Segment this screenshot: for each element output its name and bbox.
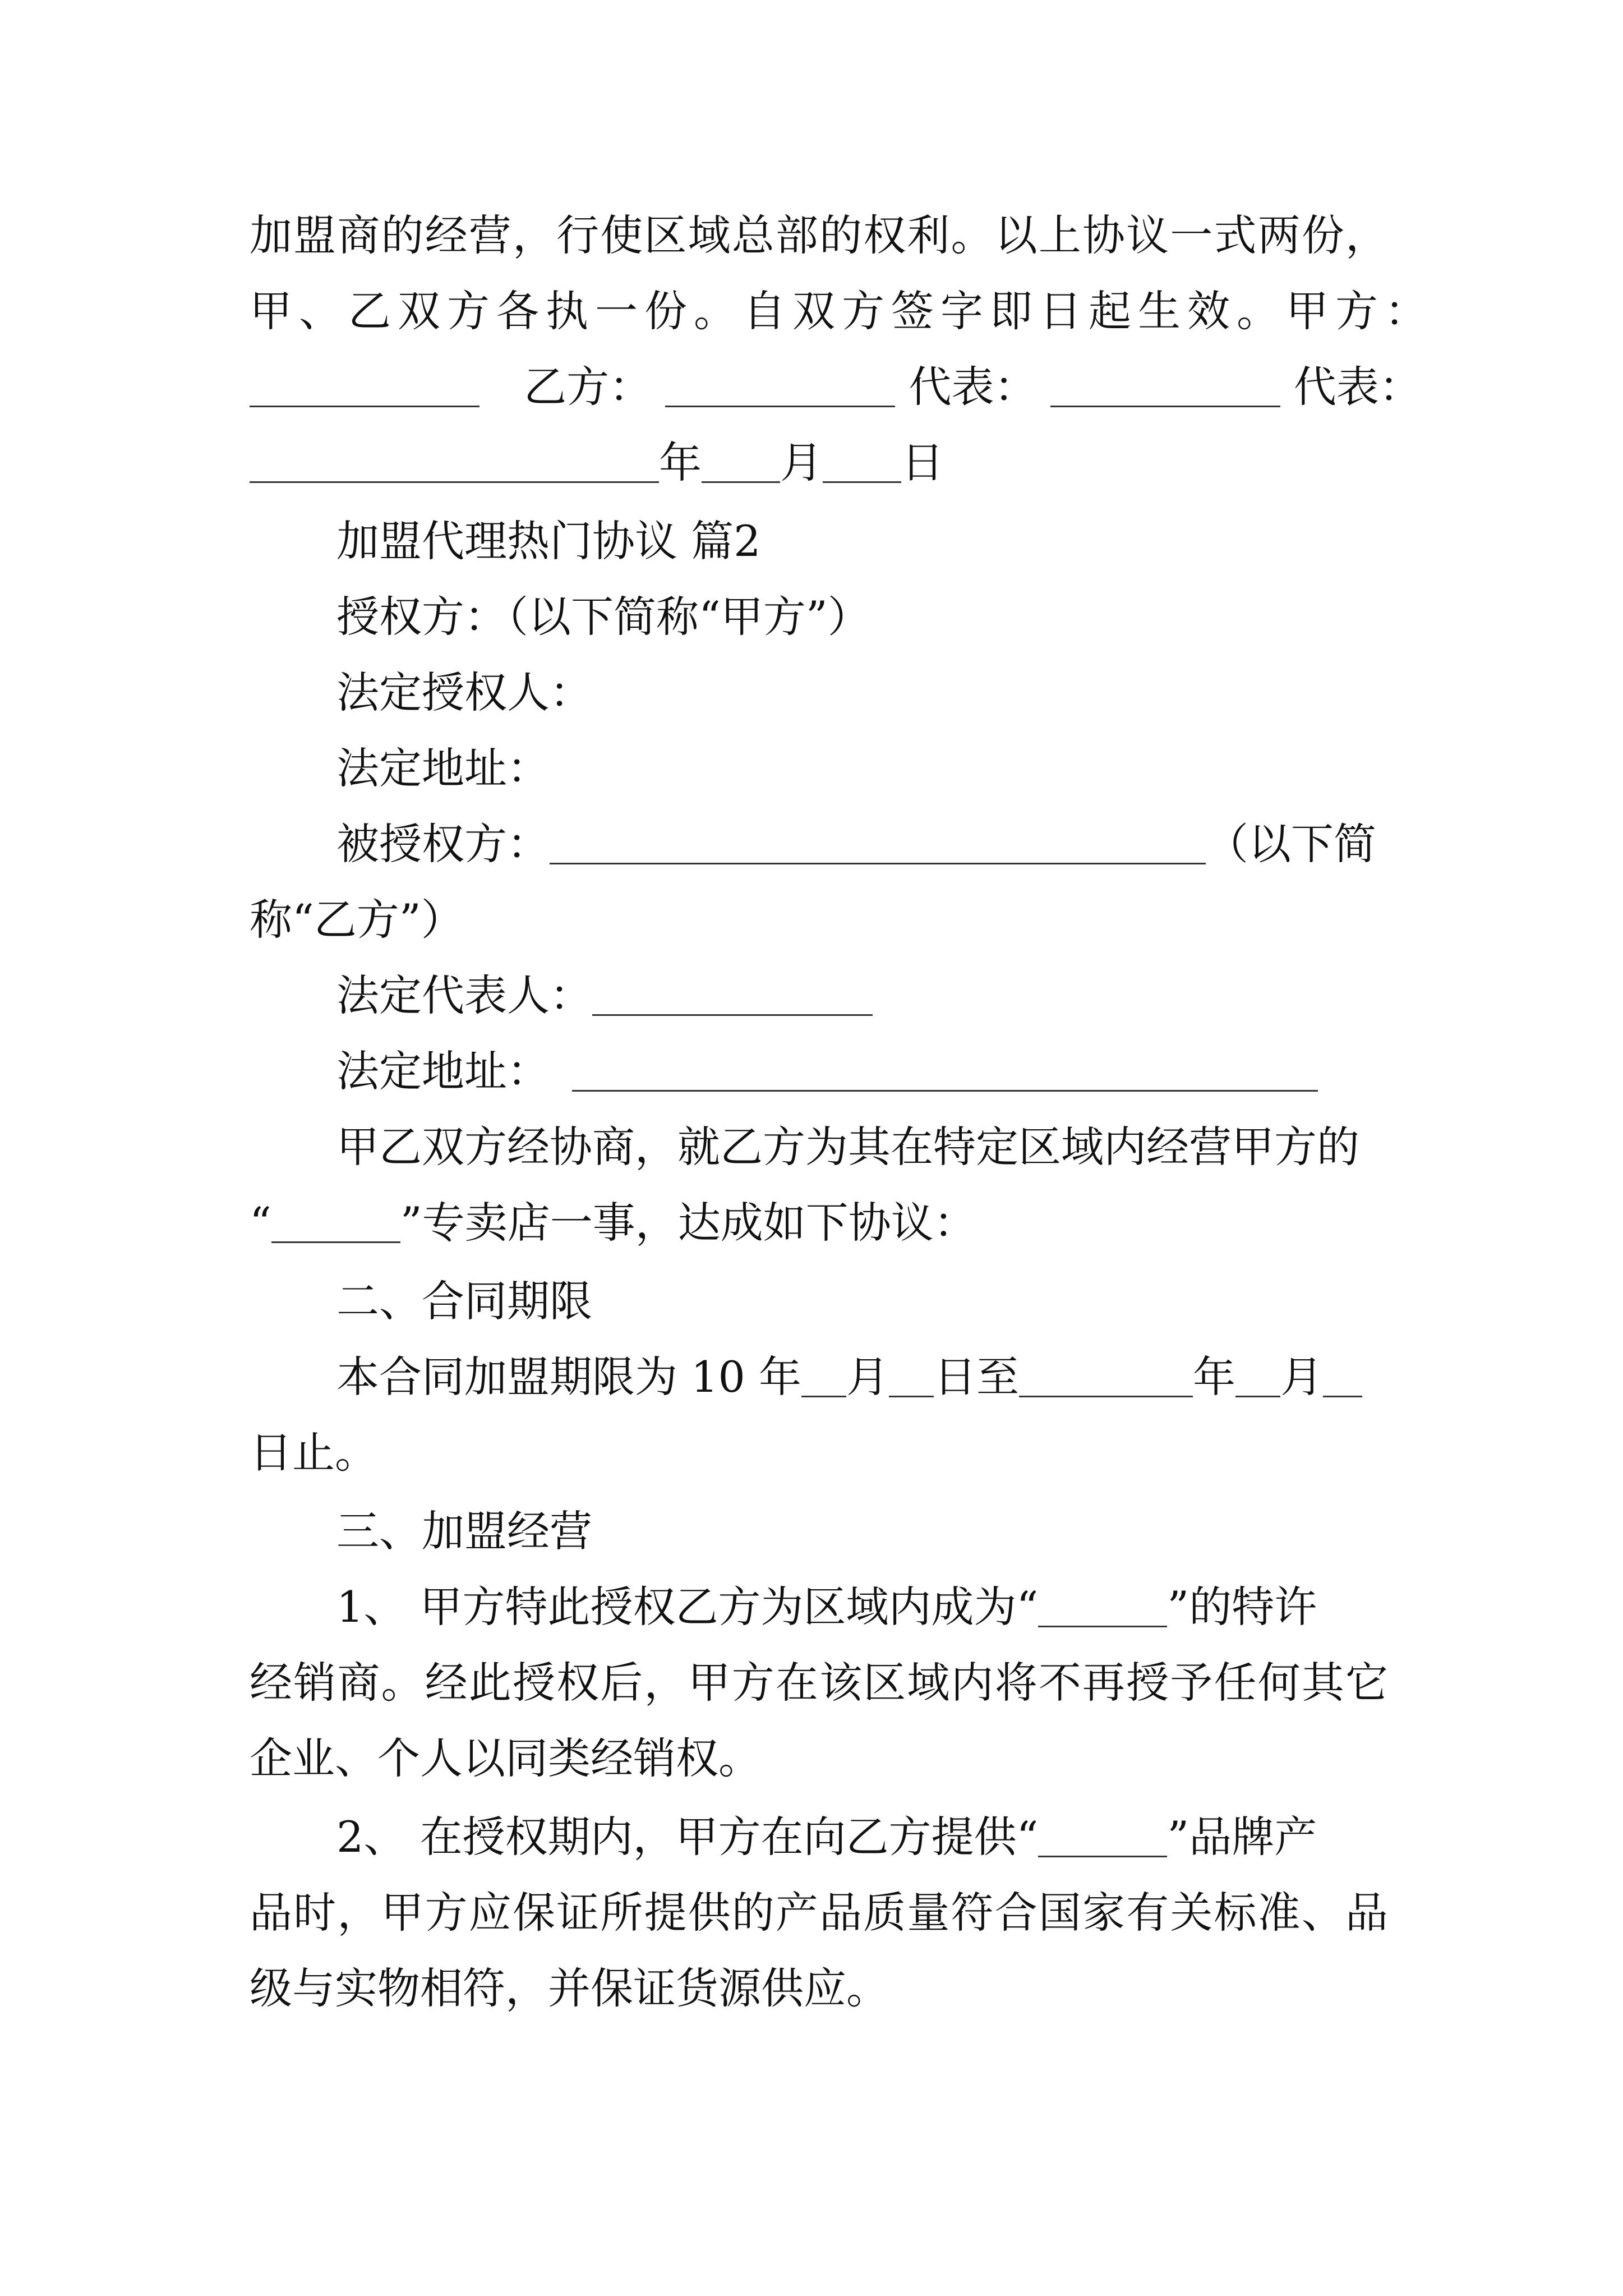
month-label: 月 <box>846 1352 889 1402</box>
blank-field <box>889 1356 934 1397</box>
blank-field <box>1323 1356 1362 1397</box>
blank-field <box>823 442 901 483</box>
text-fragment: 1、 甲方特此授权乙方为区域内成为“ <box>336 1582 1039 1632</box>
text-line: 甲乙双方经协商，就乙方为其在特定区域内经营甲方的 <box>336 1122 1359 1172</box>
term-line <box>336 1346 1362 1408</box>
blank-field <box>250 442 659 483</box>
rep-label: 法定代表人： <box>336 970 592 1020</box>
grantee-label: 被授权方： <box>336 819 550 869</box>
text-line <box>250 1192 976 1254</box>
year-label: 年 <box>659 438 702 487</box>
text-line: 法定授权人： <box>336 668 592 717</box>
blank-field <box>801 1356 846 1397</box>
rep-label: 代表： <box>1293 362 1422 412</box>
section-heading: 三、加盟经营 <box>336 1506 592 1556</box>
blank-field <box>665 366 895 407</box>
text-fragment: （以下简 <box>1206 819 1376 869</box>
text-fragment: ”专卖店一事，达成如下协议： <box>400 1198 976 1248</box>
blank-field <box>1019 1356 1193 1397</box>
grantee-line <box>336 813 1376 875</box>
date-line <box>250 432 944 494</box>
text-fragment: 日至 <box>934 1352 1020 1402</box>
text-line: 经销商。经此授权后，甲方在该区域内将不再授予任何其它 <box>250 1658 1388 1708</box>
text-line: 甲、乙双方各执一份。自双方签字即日起生效。甲方： <box>250 286 1434 336</box>
text-line: 品时，甲方应保证所提供的产品质量符合国家有关标准、品 <box>250 1888 1388 1938</box>
month-label: 月 <box>1280 1352 1324 1402</box>
text-fragment: ”的特许 <box>1167 1582 1317 1632</box>
blank-field <box>572 1051 1318 1092</box>
rep-label: 代表： <box>909 362 1037 412</box>
text-fragment: 2、 在授权期内，甲方在向乙方提供“ <box>336 1812 1039 1862</box>
text-fragment: 本合同加盟期限为 10 年 <box>336 1352 802 1402</box>
text-line: 加盟商的经营，行使区域总部的权利。以上协议一式两份， <box>250 210 1388 260</box>
day-label: 日 <box>901 438 944 487</box>
month-label: 月 <box>780 438 823 487</box>
blank-field <box>1050 366 1280 407</box>
blank-field <box>1038 1816 1167 1857</box>
signature-line <box>250 356 1422 418</box>
text-line: 级与实物相符，并保证货源供应。 <box>250 1963 889 2013</box>
item-line <box>336 1806 1317 1868</box>
blank-field <box>592 975 873 1016</box>
blank-field <box>702 442 780 483</box>
blank-field <box>1038 1586 1167 1627</box>
year-label: 年 <box>1193 1352 1236 1402</box>
quote-mark: “ <box>250 1198 271 1248</box>
text-fragment: ”品牌产 <box>1167 1812 1317 1862</box>
blank-field <box>550 823 1206 864</box>
grantee-addr-line <box>336 1041 1318 1102</box>
text-line: 授权方：（以下简称“甲方”） <box>336 592 870 642</box>
item-line <box>336 1576 1317 1638</box>
section-heading: 二、合同期限 <box>336 1276 592 1326</box>
text-line: 企业、个人以同类经销权。 <box>250 1733 761 1783</box>
addr-label: 法定地址： <box>336 1046 550 1096</box>
text-line: 日止。 <box>250 1428 377 1478</box>
text-line: 称“乙方”） <box>250 895 464 945</box>
blank-field <box>271 1202 400 1243</box>
blank-field <box>1235 1356 1280 1397</box>
party-b-label: 乙方： <box>524 362 652 412</box>
text-line: 法定地址： <box>336 743 550 793</box>
section-title: 加盟代理热门协议 篇2 <box>336 516 761 566</box>
blank-field <box>250 366 479 407</box>
grantee-rep-line <box>336 965 873 1027</box>
